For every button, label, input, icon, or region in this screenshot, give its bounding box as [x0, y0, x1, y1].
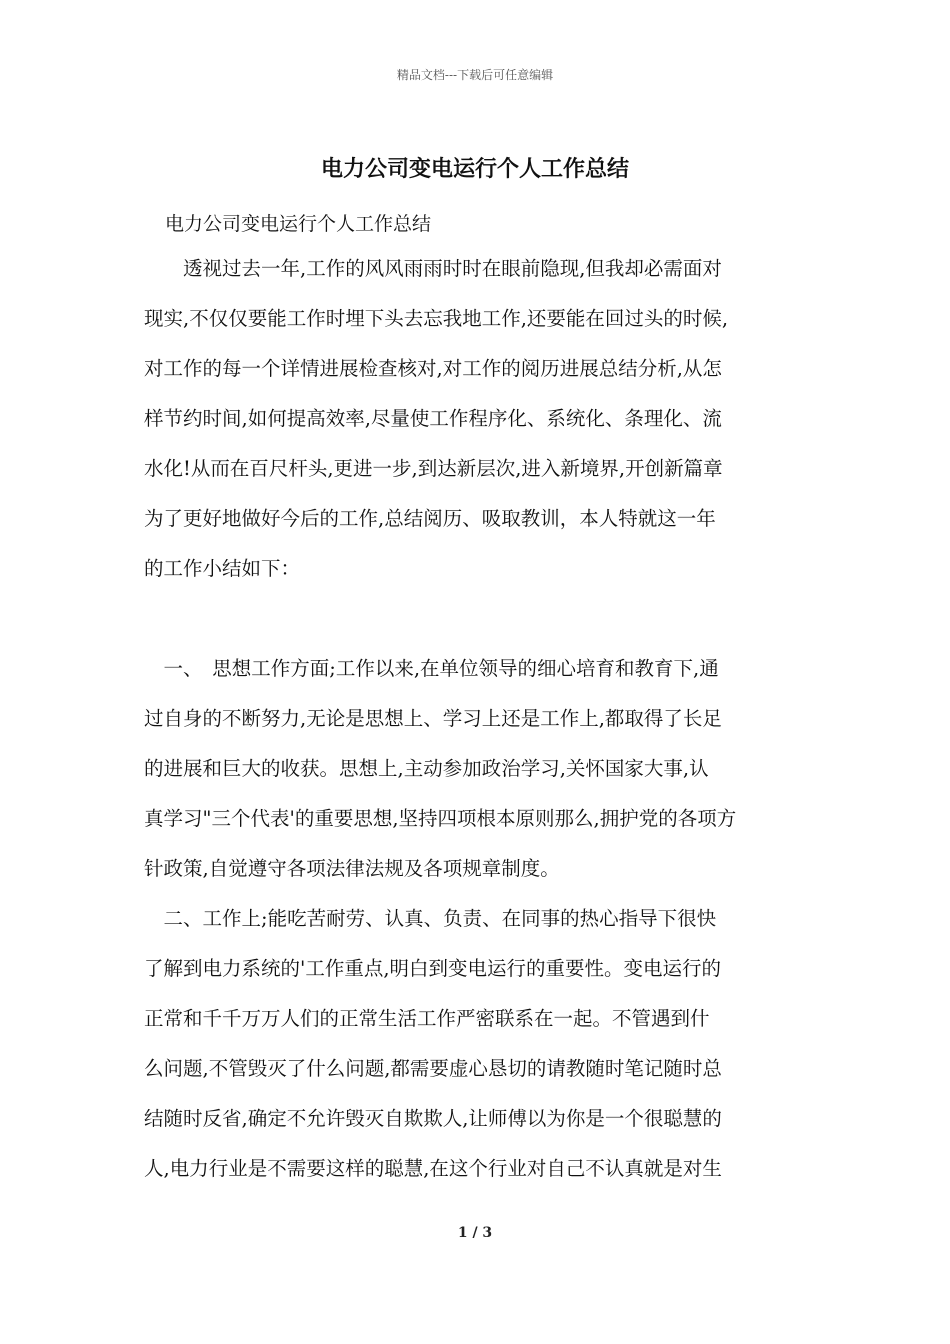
- paragraph-intro: [144, 244, 824, 594]
- text-line: 透视过去一年,工作的风风雨雨时时在眼前隐现,但我却必需面对: [144, 257, 722, 280]
- text-line: 对工作的每一个详情进展检查核对,对工作的阅历进展总结分析,从怎: [144, 357, 722, 380]
- text-line: 人,电力行业是不需要这样的聪慧,在这个行业对自己不认真就是对生: [144, 1157, 722, 1180]
- text-line: 过自身的不断努力,无论是思想上、学习上还是工作上,都取得了长足: [144, 707, 722, 730]
- text-line: 真学习"三个代表'的重要思想,坚持四项根本原则那么,拥护党的各项方: [144, 807, 737, 830]
- text-line: 现实,不仅仅要能工作时埋下头去忘我地工作,还要能在回过头的时候,: [144, 307, 729, 330]
- text-line: 一、 思想工作方面;工作以来,在单位领导的细心培育和教育下,通: [144, 657, 719, 680]
- text-line: 水化!从而在百尺杆头,更进一步,到达新层次,进入新境界,开创新篇章: [144, 457, 723, 480]
- text-line: 么问题,不管毁灭了什么问题,都需要虚心恳切的请教随时笔记随时总: [144, 1057, 722, 1080]
- text-line: 正常和千千万万人们的正常生活工作严密联系在一起。不管遇到什: [144, 1007, 710, 1030]
- paragraph-section-two: [144, 894, 824, 1194]
- text-line: 二、工作上;能吃苦耐劳、认真、负责、在同事的热心指导下很快: [144, 907, 717, 930]
- document-title: 电力公司变电运行个人工作总结: [320, 156, 629, 182]
- text-line: 结随时反省,确定不允许毁灭自欺欺人,让师傅以为你是一个很聪慧的: [144, 1107, 722, 1130]
- page-number: 1 / 3: [457, 1225, 493, 1241]
- document-subtitle: 电力公司变电运行个人工作总结: [165, 213, 432, 235]
- text-line: 样节约时间,如何提高效率,尽量使工作程序化、系统化、条理化、流: [144, 407, 722, 430]
- text-line: 了解到电力系统的'工作重点,明白到变电运行的重要性。变电运行的: [144, 957, 722, 980]
- text-line: 的工作小结如下：: [144, 557, 301, 580]
- text-line: 针政策,自觉遵守各项法律法规及各项规章制度。: [144, 857, 560, 880]
- header-note: 精品文档---下载后可任意编辑: [396, 68, 554, 82]
- paragraph-section-one: [144, 644, 824, 894]
- text-line: 为了更好地做好今后的工作,总结阅历、吸取教训，本人特就这一年: [144, 507, 716, 530]
- text-line: 的进展和巨大的收获。思想上,主动参加政治学习,关怀国家大事,认: [144, 757, 709, 780]
